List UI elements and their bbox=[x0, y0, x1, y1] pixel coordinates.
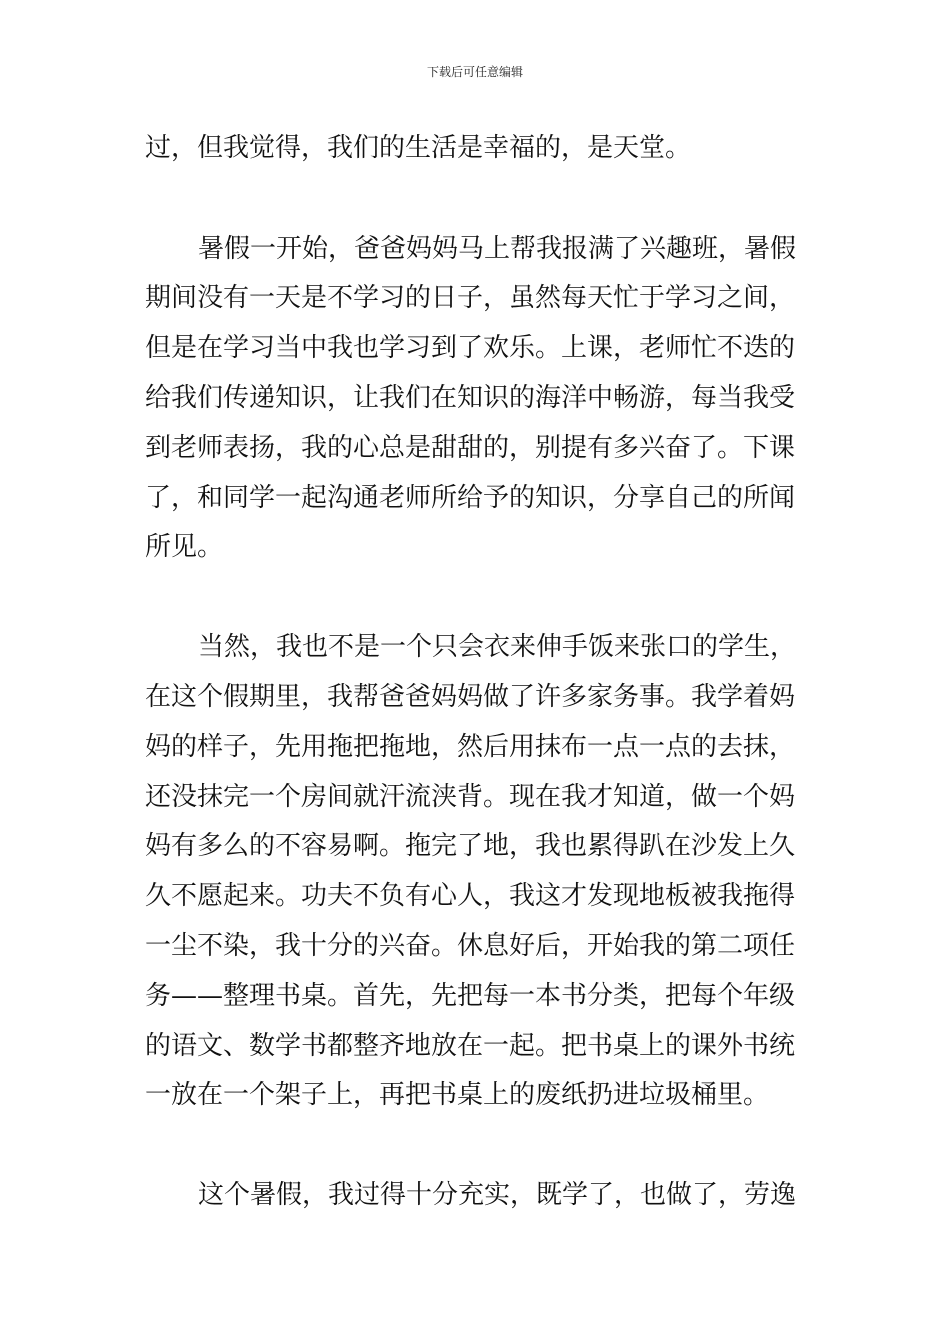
text-line: 一放在一个架子上，再把书桌上的废纸扔进垃圾桶里。 bbox=[145, 1080, 770, 1110]
text-line: 在这个假期里，我帮爸爸妈妈做了许多家务事。我学着妈 bbox=[145, 682, 796, 712]
paragraph-first-line: 暑假一开始，爸爸妈妈马上帮我报满了兴趣班，暑假 bbox=[198, 234, 797, 264]
text-line: 务——整理书桌。首先，先把每一本书分类，把每个年级 bbox=[145, 981, 796, 1011]
text-line: 给我们传递知识，让我们在知识的海洋中畅游，每当我受 bbox=[145, 383, 796, 413]
text-line: 了，和同学一起沟通老师所给予的知识，分享自己的所闻 bbox=[145, 483, 796, 513]
text-line: 妈的样子，先用拖把拖地，然后用抹布一点一点的去抹， bbox=[145, 732, 796, 762]
text-line: 的语文、数学书都整齐地放在一起。把书桌上的课外书统 bbox=[145, 1031, 796, 1061]
text-line: 但是在学习当中我也学习到了欢乐。上课，老师忙不迭的 bbox=[145, 333, 796, 363]
text-line: 一尘不染，我十分的兴奋。休息好后，开始我的第二项任 bbox=[145, 931, 796, 961]
text-line: 到老师表扬，我的心总是甜甜的，别提有多兴奋了。下课 bbox=[145, 433, 796, 463]
text-line: 所见。 bbox=[145, 532, 224, 562]
text-line: 妈有多么的不容易啊。拖完了地，我也累得趴在沙发上久 bbox=[145, 831, 796, 861]
text-line: 还没抹完一个房间就汗流浃背。现在我才知道，做一个妈 bbox=[145, 782, 796, 812]
text-line: 久不愿起来。功夫不负有心人，我这才发现地板被我拖得 bbox=[145, 881, 796, 911]
page-header: 下载后可任意编辑 bbox=[426, 65, 523, 79]
text-line: 过，但我觉得，我们的生活是幸福的，是天堂。 bbox=[145, 133, 692, 163]
text-line: 期间没有一天是不学习的日子，虽然每天忙于学习之间， bbox=[145, 283, 796, 313]
paragraph-first-line: 这个暑假，我过得十分充实，既学了，也做了，劳逸 bbox=[198, 1180, 797, 1210]
paragraph-first-line: 当然，我也不是一个只会衣来伸手饭来张口的学生， bbox=[198, 632, 797, 662]
